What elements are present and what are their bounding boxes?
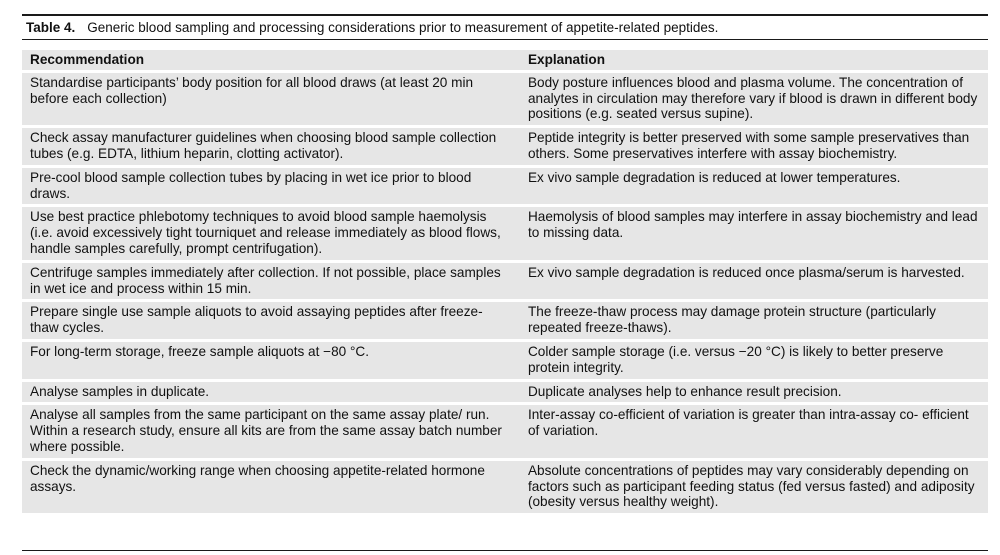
table-row — [22, 263, 988, 300]
explanation-cell: Ex vivo sample degradation is reduced at lower temperatures. — [519, 168, 988, 205]
table-caption — [22, 14, 988, 40]
explanation-cell: Haemolysis of blood samples may interfere in assay biochemistry and lead to missing data. — [519, 207, 988, 259]
recommendation-cell: Analyse samples in duplicate. — [22, 382, 519, 403]
explanation-cell: Inter-assay co-efficient of variation is greater than intra-assay co- efficient of variation. — [519, 405, 988, 457]
table-caption-label: Table 4. — [26, 20, 76, 35]
explanation-cell: Colder sample storage (i.e. versus −20 °C) is likely to better preserve protein integrity. — [519, 342, 988, 379]
recommendation-cell: Centrifuge samples immediately after collection. If not possible, place samples in wet ice and process within 15 min. — [22, 263, 519, 300]
table-bottom-rule — [22, 550, 988, 551]
explanation-cell: Absolute concentrations of peptides may vary considerably depending on factors such as participant feeding status (fed versus fasted) and adiposity (obesity versus healthy weight). — [519, 461, 988, 513]
recommendation-cell: Analyse all samples from the same participant on the same assay plate/ run. Within a research study, ensure all kits are from the same assay batch number where possible. — [22, 405, 519, 457]
explanation-cell: Body posture influences blood and plasma volume. The concentration of analytes in circulation may therefore vary if blood is drawn in different body positions (e.g. seated versus supine). — [519, 73, 988, 125]
table-row — [22, 73, 988, 125]
explanation-cell: The freeze-thaw process may damage protein structure (particularly repeated freeze-thaws). — [519, 302, 988, 339]
explanation-cell: Ex vivo sample degradation is reduced once plasma/serum is harvested. — [519, 263, 988, 300]
table-row — [22, 302, 988, 339]
table-row — [22, 128, 988, 165]
recommendation-cell: Use best practice phlebotomy techniques to avoid blood sample haemolysis (i.e. avoid excessively tight tourniquet and release immediately as blood flows, handle samples carefully, prompt centrifugation). — [22, 207, 519, 259]
recommendation-cell: Prepare single use sample aliquots to avoid assaying peptides after freeze-thaw cycles. — [22, 302, 519, 339]
column-header-explanation: Explanation — [519, 50, 988, 70]
table-row — [22, 168, 988, 205]
table-row — [22, 342, 988, 379]
column-header-recommendation: Recommendation — [22, 50, 519, 70]
table-row — [22, 405, 988, 457]
recommendation-cell: Standardise participants’ body position for all blood draws (at least 20 min before each collection) — [22, 73, 519, 125]
table-row — [22, 461, 988, 513]
table-caption-text: Generic blood sampling and processing considerations prior to measurement of appetite-related peptides. — [87, 20, 719, 35]
recommendation-cell: For long-term storage, freeze sample aliquots at −80 °C. — [22, 342, 519, 379]
table-row — [22, 382, 988, 403]
explanation-cell: Duplicate analyses help to enhance result precision. — [519, 382, 988, 403]
recommendation-cell: Check assay manufacturer guidelines when choosing blood sample collection tubes (e.g. EDTA, lithium heparin, clotting activator). — [22, 128, 519, 165]
recommendation-cell: Check the dynamic/working range when choosing appetite-related hormone assays. — [22, 461, 519, 513]
table-header-row — [22, 50, 988, 70]
recommendation-cell: Pre-cool blood sample collection tubes by placing in wet ice prior to blood draws. — [22, 168, 519, 205]
table-row — [22, 207, 988, 259]
explanation-cell: Peptide integrity is better preserved with some sample preservatives than others. Some preservatives interfere with assay biochemistry. — [519, 128, 988, 165]
recommendations-table — [22, 47, 988, 516]
